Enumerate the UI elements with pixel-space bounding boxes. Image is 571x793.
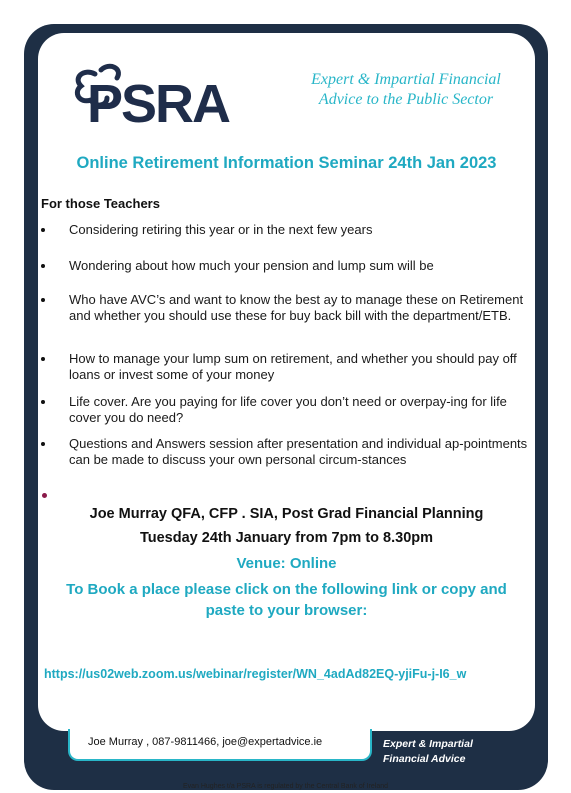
registration-link[interactable]: https://us02web.zoom.us/webinar/register/WN_4adAd82EQ-yjiFu-j-I6_w	[44, 667, 467, 681]
seminar-date-time: Tuesday 24th January from 7pm to 8.30pm	[139, 530, 434, 546]
seminar-title: Online Retirement Information Seminar 24th Jan 2023	[76, 154, 497, 172]
presenter-credentials: Joe Murray QFA, CFP . SIA, Post Grad Financial Planning	[89, 506, 484, 522]
list-item	[41, 394, 531, 426]
list-item	[41, 292, 531, 324]
bullet-dot	[41, 298, 45, 302]
booking-line2: paste to your browser:	[205, 602, 368, 619]
psra-logo-mark	[73, 62, 245, 128]
list-item	[41, 258, 531, 274]
bullet-dot	[41, 357, 45, 361]
list-item-text: Considering retiring this year or in the next few years	[69, 222, 373, 237]
bullet-dot	[41, 442, 45, 446]
footer-tagline	[383, 737, 533, 767]
footer-tagline-line2: Financial Advice	[383, 753, 466, 765]
booking-instructions	[38, 579, 535, 621]
footer-tagline-line1: Expert & Impartial	[383, 738, 473, 750]
list-item-text: Wondering about how much your pension and lump sum will be	[69, 258, 434, 273]
list-item-text: Life cover. Are you paying for life cover you don’t need or overpay-ing for life cover you do need?	[69, 394, 507, 425]
list-item-text: Who have AVC’s and want to know the best ay to manage these on Retirement and whether you should use these for buy back bill with the department/ETB.	[69, 292, 524, 323]
list-item	[41, 351, 531, 383]
bullet-dot	[41, 228, 45, 232]
regulatory-notice: Evan Hughes t/a PSRA is regulated by the Central Bank of Ireland	[182, 783, 389, 790]
list-item-text: How to manage your lump sum on retirement, and whether you should pay off loans or invest some of your money	[69, 351, 517, 382]
bullet-dot	[41, 400, 45, 404]
list-item	[41, 222, 531, 238]
venue: Venue: Online	[236, 555, 337, 572]
psra-logo	[73, 62, 245, 128]
logo-wordmark: PSRA	[87, 74, 230, 128]
header-tagline-line2: Advice to the Public Sector	[318, 91, 494, 108]
list-item-text: Questions and Answers session after presentation and individual ap-pointments can be made to discuss your own personal circum-stances	[69, 436, 528, 467]
booking-line1: To Book a place please click on the following link or copy and	[66, 581, 507, 598]
header-tagline	[292, 70, 520, 110]
contact-details: Joe Murray , 087-9811466, joe@expertadvice.ie	[88, 736, 323, 748]
header-tagline-line1: Expert & Impartial Financial	[311, 71, 501, 88]
bullet-dot	[41, 264, 45, 268]
empty-bullet-dot	[42, 493, 47, 498]
list-item	[41, 436, 531, 468]
audience-heading: For those Teachers	[41, 196, 160, 211]
